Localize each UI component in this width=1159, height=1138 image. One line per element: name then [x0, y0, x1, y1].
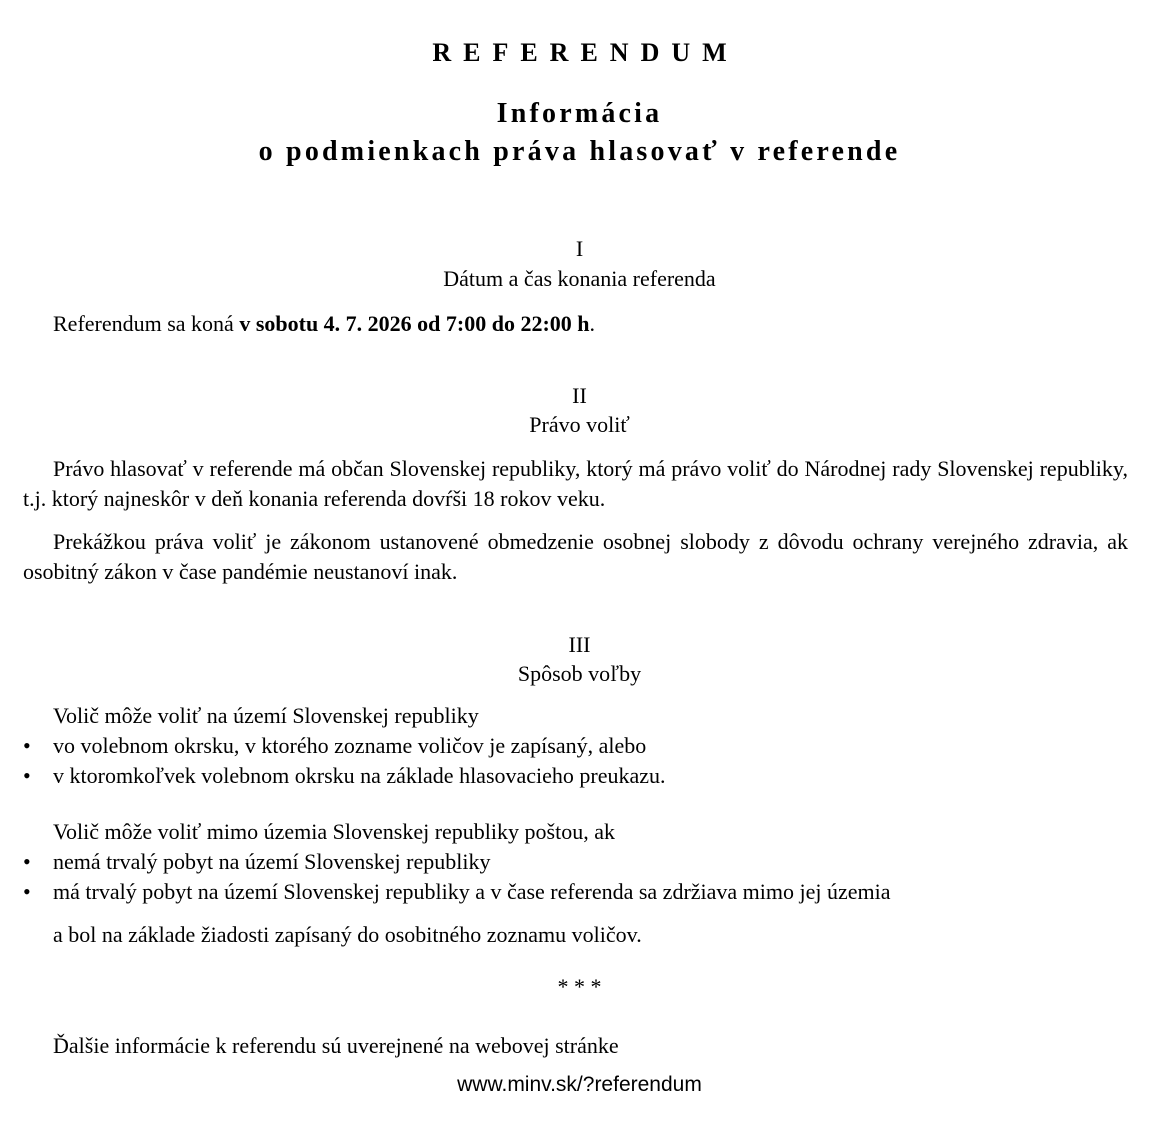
list-item: [23, 847, 490, 877]
bullet-icon: •: [23, 879, 31, 904]
list-item-text: má trvalý pobyt na území Slovenskej republiky a v čase referenda sa zdržiava mimo jej územia: [53, 879, 891, 904]
section-3-continuation: a bol na základe žiadosti zapísaný do osobitného zoznamu voličov.: [53, 922, 642, 947]
document-subtitle-line2: o podmienkach práva hlasovať v referende: [258, 136, 901, 167]
bullet-icon: •: [23, 733, 31, 758]
document-subtitle-line1: Informácia: [496, 98, 663, 129]
section-3-title: Spôsob voľby: [517, 661, 642, 686]
footer-info-text: Ďalšie informácie k referendu sú uverejnené na webovej stránke: [53, 1033, 619, 1058]
section-1-text-suffix: .: [589, 311, 596, 336]
section-1-text-prefix: Referendum sa koná: [53, 311, 240, 336]
list-item: [23, 877, 891, 907]
footer-url-link[interactable]: www.minv.sk/?referendum: [457, 1073, 702, 1096]
list-item-text: nemá trvalý pobyt na území Slovenskej republiky: [53, 849, 491, 874]
section-2-paragraph-2: Prekážkou práva voliť je zákonom ustanovené obmedzenie osobnej slobody z dôvodu ochrany verejného zdravia, ak osobitný zákon v čase pandémie neustanoví inak.: [23, 529, 1128, 584]
document-title: REFERENDUM: [432, 38, 739, 67]
separator: * * *: [557, 974, 602, 999]
section-2-number: II: [572, 383, 587, 408]
section-1-number: I: [575, 236, 584, 261]
bullet-icon: •: [23, 849, 31, 874]
section-2-paragraph-1: Právo hlasovať v referende má občan Slovenskej republiky, ktorý má právo voliť do Národnej rady Slovenskej republiky, t.j. ktorý najneskôr v deň konania referenda dovŕši 18 rokov veku.: [23, 456, 1128, 511]
section-1-title: Dátum a čas konania referenda: [443, 266, 716, 291]
list-item-text: vo volebnom okrsku, v ktorého zozname voličov je zapísaný, alebo: [53, 733, 647, 758]
section-1-date-time: v sobotu 4. 7. 2026 od 7:00 do 22:00 h: [239, 311, 590, 336]
section-3-intro-1: Volič môže voliť na území Slovenskej republiky: [53, 703, 479, 728]
list-item: [23, 731, 646, 761]
section-2-title: Právo voliť: [529, 412, 630, 437]
section-3-number: III: [568, 632, 591, 657]
section-1-text: [53, 309, 595, 339]
section-3-intro-2: Volič môže voliť mimo územia Slovenskej republiky poštou, ak: [53, 819, 615, 844]
list-item: [23, 761, 666, 791]
list-item-text: v ktoromkoľvek volebnom okrsku na základe hlasovacieho preukazu.: [53, 763, 666, 788]
bullet-icon: •: [23, 763, 31, 788]
